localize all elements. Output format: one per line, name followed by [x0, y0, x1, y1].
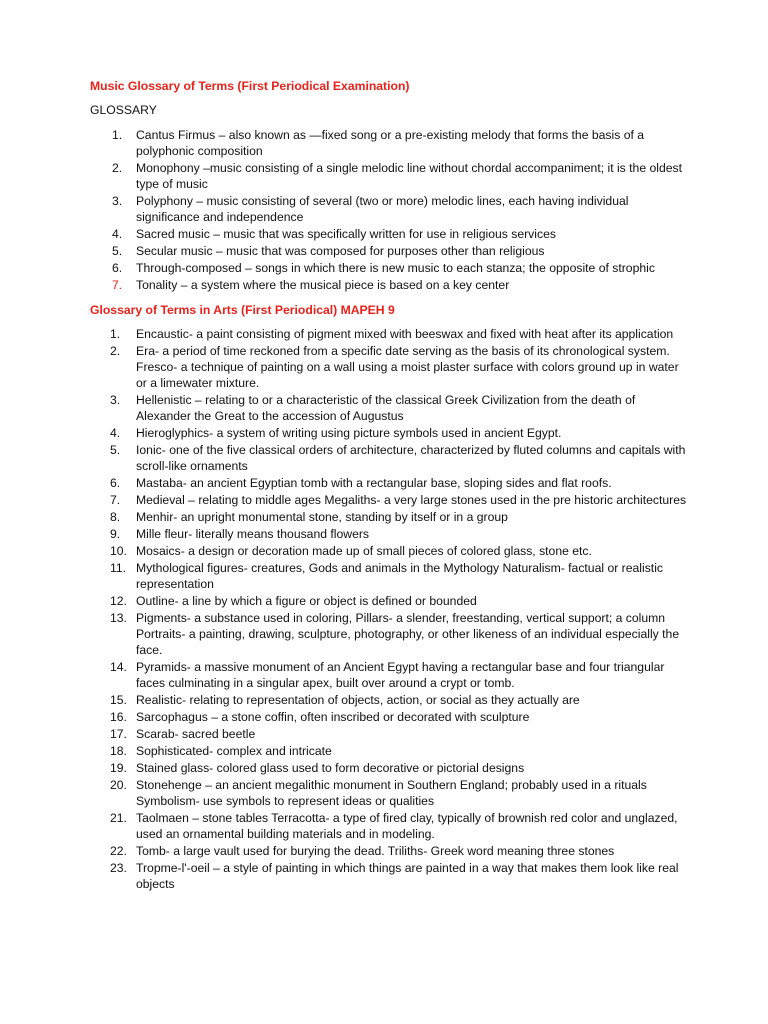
item-number: 16. — [110, 710, 127, 724]
list-item — [90, 343, 688, 391]
list-item — [90, 726, 688, 742]
item-text: Cantus Firmus – also known as —fixed song or a pre-existing melody that forms the basis of a polyphonic composition — [136, 128, 645, 158]
arts-glossary-title: Glossary of Terms in Arts (First Periodical) MAPEH 9 — [90, 303, 395, 317]
list-item — [90, 692, 688, 708]
arts-terms-list — [90, 326, 688, 892]
item-number: 13. — [110, 611, 127, 625]
list-item — [90, 810, 688, 842]
item-number: 11. — [110, 561, 127, 575]
item-text: Pyramids- a massive monument of an Ancient Egypt having a rectangular base and four triangular faces culminating in a singular apex, built over around a crypt or tomb. — [136, 660, 665, 690]
item-number: 3. — [112, 194, 123, 208]
list-item — [90, 560, 688, 592]
item-text: Realistic- relating to representation of objects, action, or social as they actually are — [136, 693, 580, 707]
list-item — [90, 277, 688, 293]
list-item — [90, 659, 688, 691]
list-item — [90, 543, 688, 559]
item-number: 4. — [112, 227, 123, 241]
item-number: 12. — [110, 594, 127, 608]
item-text: Tropme-l'-oeil – a style of painting in which things are painted in a way that makes them look like real objects — [136, 861, 679, 891]
list-item — [90, 392, 688, 424]
item-text: Tonality – a system where the musical piece is based on a key center — [136, 278, 510, 292]
music-terms-list — [90, 127, 688, 293]
item-number: 19. — [110, 761, 127, 775]
item-text: Ionic- one of the five classical orders of architecture, characterized by fluted columns and capitals with scroll-like ornaments — [136, 443, 686, 473]
list-item — [90, 160, 688, 192]
list-item — [90, 593, 688, 609]
item-number: 7. — [110, 493, 121, 507]
item-number: 17. — [110, 727, 127, 741]
list-item — [90, 610, 688, 658]
list-item — [90, 709, 688, 725]
list-item — [90, 843, 688, 859]
item-text: Hieroglyphics- a system of writing using picture symbols used in ancient Egypt. — [136, 426, 562, 440]
list-item — [90, 743, 688, 759]
item-number: 20. — [110, 778, 127, 792]
item-number: 3. — [110, 393, 121, 407]
item-number: 5. — [112, 244, 123, 258]
list-item — [90, 442, 688, 474]
item-text: Stained glass- colored glass used to form decorative or pictorial designs — [136, 761, 525, 775]
item-number: 21. — [110, 811, 127, 825]
item-text: Sarcophagus – a stone coffin, often inscribed or decorated with sculpture — [136, 710, 530, 724]
item-text: Mosaics- a design or decoration made up of small pieces of colored glass, stone etc. — [136, 544, 592, 558]
item-text: Outline- a line by which a figure or object is defined or bounded — [136, 594, 477, 608]
list-item — [90, 760, 688, 776]
list-item — [90, 260, 688, 276]
item-number: 4. — [110, 426, 121, 440]
list-item — [90, 425, 688, 441]
item-number: 2. — [112, 161, 123, 175]
item-number: 22. — [110, 844, 127, 858]
item-number: 1. — [110, 327, 121, 341]
list-item — [90, 243, 688, 259]
item-number: 7. — [112, 278, 123, 292]
item-text: Mastaba- an ancient Egyptian tomb with a rectangular base, sloping sides and flat roofs. — [136, 476, 612, 490]
item-number: 18. — [110, 744, 127, 758]
item-text: Monophony –music consisting of a single melodic line without chordal accompaniment; it is the oldest type of music — [136, 161, 683, 191]
item-text: Menhir- an upright monumental stone, standing by itself or in a group — [136, 510, 508, 524]
item-number: 8. — [110, 510, 121, 524]
list-item — [90, 326, 688, 342]
item-number: 14. — [110, 660, 127, 674]
list-item — [90, 526, 688, 542]
list-item — [90, 492, 688, 508]
item-number: 6. — [112, 261, 123, 275]
item-number: 15. — [110, 693, 127, 707]
list-item — [90, 777, 688, 809]
item-text: Taolmaen – stone tables Terracotta- a type of fired clay, typically of brownish red color and unglazed, used an ornamental building materials and in modeling. — [136, 811, 678, 841]
item-text: Hellenistic – relating to or a characteristic of the classical Greek Civilization from the death of Alexander the Great to the accession of Augustus — [136, 393, 636, 423]
item-text: Pigments- a substance used in coloring, Pillars- a slender, freestanding, vertical support; a column Portraits- a painting, drawing, sculpture, photography, or other likeness of an individual especially the face. — [136, 611, 680, 657]
item-text: Tomb- a large vault used for burying the dead. Triliths- Greek word meaning three stones — [136, 844, 615, 858]
item-number: 23. — [110, 861, 127, 875]
item-number: 1. — [112, 128, 123, 142]
glossary-subtitle: GLOSSARY — [90, 103, 157, 117]
item-text: Stonehenge – an ancient megalithic monument in Southern England; probably used in a rituals Symbolism- use symbols to represent ideas or qualities — [136, 778, 647, 808]
item-text: Secular music – music that was composed for purposes other than religious — [136, 244, 545, 258]
item-text: Mythological figures- creatures, Gods and animals in the Mythology Naturalism- factual or realistic representation — [136, 561, 663, 591]
item-number: 5. — [110, 443, 121, 457]
item-text: Encaustic- a paint consisting of pigment mixed with beeswax and fixed with heat after its application — [136, 327, 674, 341]
music-glossary-title: Music Glossary of Terms (First Periodical Examination) — [90, 79, 410, 93]
list-item — [90, 509, 688, 525]
item-text: Mille fleur- literally means thousand flowers — [136, 527, 370, 541]
item-text: Medieval – relating to middle ages Megaliths- a very large stones used in the pre historic architectures — [136, 493, 687, 507]
list-item — [90, 475, 688, 491]
item-number: 2. — [110, 344, 121, 358]
item-text: Scarab- sacred beetle — [136, 727, 256, 741]
item-text: Sophisticated- complex and intricate — [136, 744, 332, 758]
list-item — [90, 127, 688, 159]
item-text: Polyphony – music consisting of several (two or more) melodic lines, each having individual significance and independence — [136, 194, 629, 224]
item-text: Through-composed – songs in which there is new music to each stanza; the opposite of strophic — [136, 261, 655, 275]
item-number: 10. — [110, 544, 127, 558]
list-item — [90, 860, 688, 892]
item-text: Era- a period of time reckoned from a specific date serving as the basis of its chronological system. Fresco- a technique of painting on a wall using a moist plaster surface with colors ground up in water or a limewater mixture. — [136, 344, 679, 390]
item-number: 9. — [110, 527, 121, 541]
item-number: 6. — [110, 476, 121, 490]
list-item — [90, 226, 688, 242]
item-text: Sacred music – music that was specifically written for use in religious services — [136, 227, 556, 241]
list-item — [90, 193, 688, 225]
